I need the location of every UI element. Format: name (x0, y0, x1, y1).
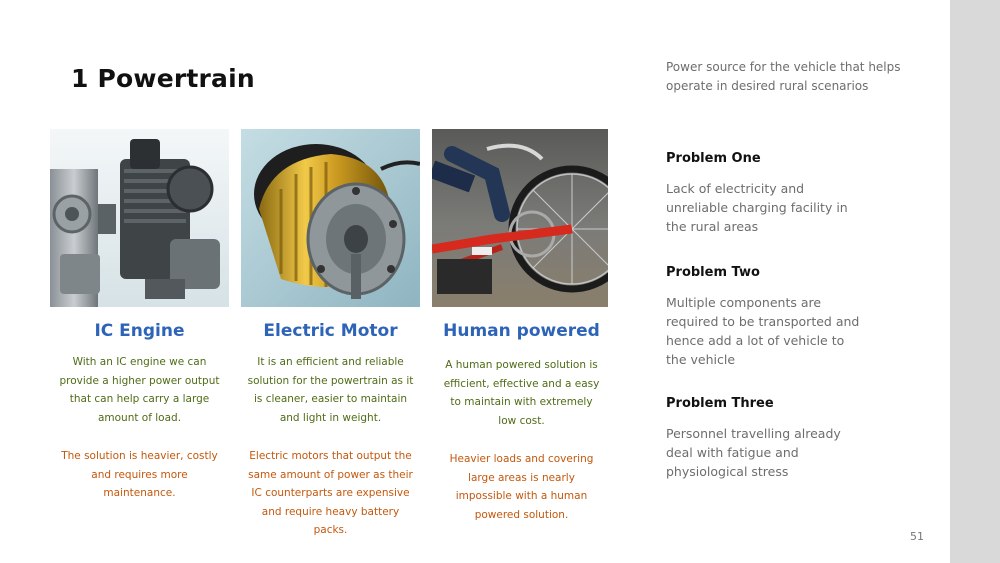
ic-engine-photo (50, 129, 229, 307)
problem-three-heading: Problem Three (666, 396, 774, 411)
human-powered-pros: A human powered solution is efficient, effective and a easy to maintain with extremely low cost. (443, 359, 600, 427)
problem-one-text: Lack of electricity and unreliable charging facility in the rural areas (666, 181, 848, 234)
ic-engine-cons: The solution is heavier, costly and requires more maintenance. (61, 450, 218, 500)
problem-two-heading: Problem Two (666, 265, 760, 280)
ic-engine-pros: With an IC engine we can provide a higher power output that can help carry a large amount of load. (59, 356, 220, 424)
problem-one-heading: Problem One (666, 151, 761, 166)
ic-engine-heading: IC Engine (94, 321, 185, 341)
electric-motor-photo (241, 129, 420, 307)
human-powered-heading: Human powered (443, 321, 600, 341)
problem-two-text: Multiple components are required to be transported and hence add a lot of vehicle to the vehicle (666, 295, 860, 367)
slide-title: 1 Powertrain (71, 64, 255, 93)
right-gray-strip (950, 0, 1000, 563)
human-powered-cons: Heavier loads and covering large areas is nearly impossible with a human powered solution. (449, 453, 594, 521)
recumbent-bicycle-photo (432, 129, 608, 307)
slide-intro: Power source for the vehicle that helps operate in desired rural scenarios (666, 60, 901, 93)
electric-motor-pros: It is an efficient and reliable solution for the powertrain as it is cleaner, easier to maintain and light in weight. (247, 356, 414, 424)
electric-motor-heading: Electric Motor (263, 321, 398, 341)
page-number: 51 (910, 530, 924, 543)
electric-motor-cons: Electric motors that output the same amount of power as their IC counterparts are expensive and require heavy battery packs. (248, 450, 413, 537)
problem-three-text: Personnel travelling already deal with fatigue and physiological stress (666, 426, 841, 479)
